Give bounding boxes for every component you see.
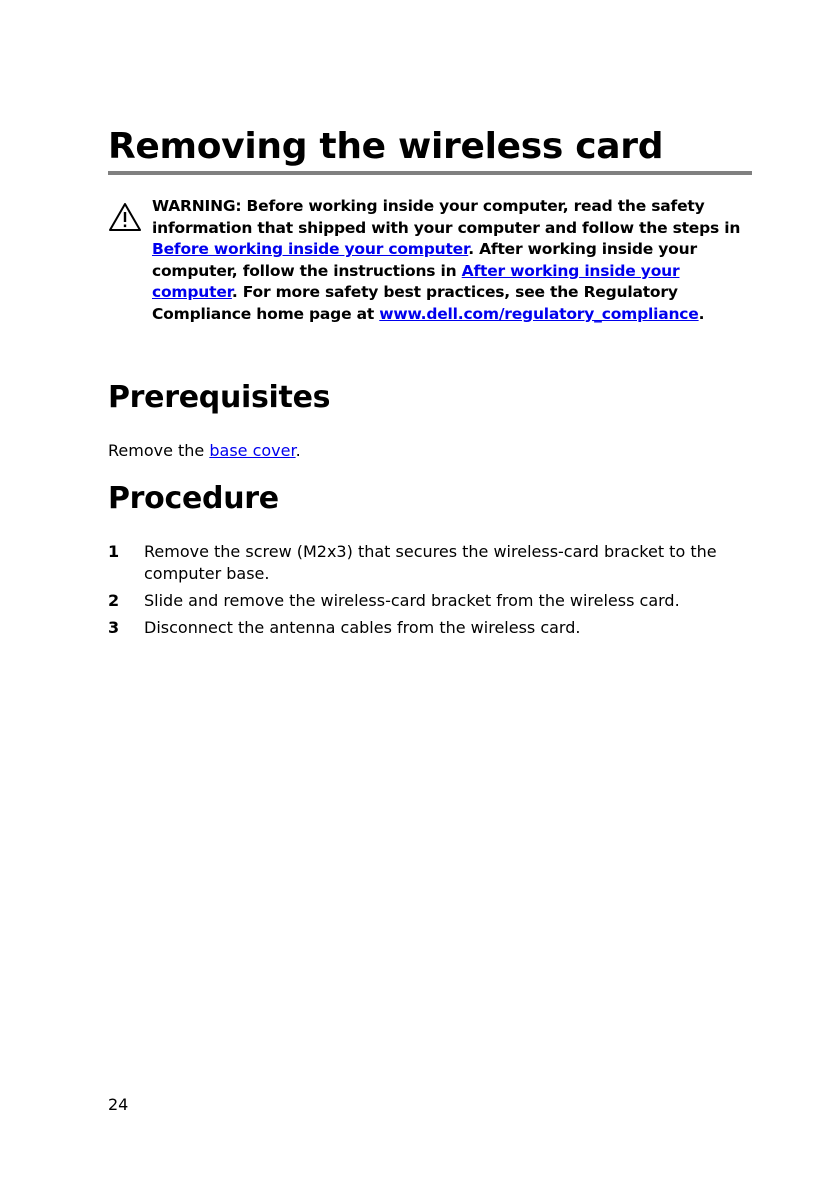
page-number: 24 [108, 1095, 129, 1114]
base-cover-link[interactable]: base cover [209, 441, 296, 460]
regulatory-compliance-link[interactable]: www.dell.com/regulatory_compliance [379, 304, 699, 323]
step-text: Slide and remove the wireless-card bracket from the wireless card. [144, 591, 680, 610]
before-working-link[interactable]: Before working inside your computer [152, 240, 469, 259]
title-underline-rule [108, 171, 752, 175]
prerequisites-heading: Prerequisites [108, 380, 331, 415]
step-number: 3 [108, 618, 120, 637]
warning-intro: WARNING: Before working inside your computer, read the safety information that shipped with your computer and follow the steps in [152, 197, 741, 237]
step-text: Disconnect the antenna cables from the wireless card. [144, 618, 581, 637]
warning-text [152, 196, 758, 326]
step-text: Remove the screw (M2x3) that secures the wireless-card bracket to the computer base. [144, 542, 717, 583]
procedure-step [108, 590, 748, 612]
prerequisites-text-after: . [295, 441, 301, 460]
procedure-steps-list [108, 541, 748, 644]
warning-mid: . After working inside your computer, follow the instructions in [152, 240, 697, 280]
warning-mid2: . For more safety best practices, see the Regulatory Compliance home page at [152, 283, 678, 323]
prerequisites-text [108, 440, 301, 462]
procedure-heading: Procedure [108, 481, 279, 516]
prerequisites-text-before: Remove the [108, 441, 210, 460]
warning-triangle-icon [108, 202, 142, 232]
page-title: Removing the wireless card [108, 126, 664, 167]
procedure-step [108, 541, 748, 585]
step-number: 1 [108, 542, 120, 561]
after-working-link[interactable]: After working inside your computer [152, 261, 680, 302]
step-number: 2 [108, 591, 120, 610]
procedure-step [108, 617, 748, 639]
warning-end: . [698, 304, 705, 323]
